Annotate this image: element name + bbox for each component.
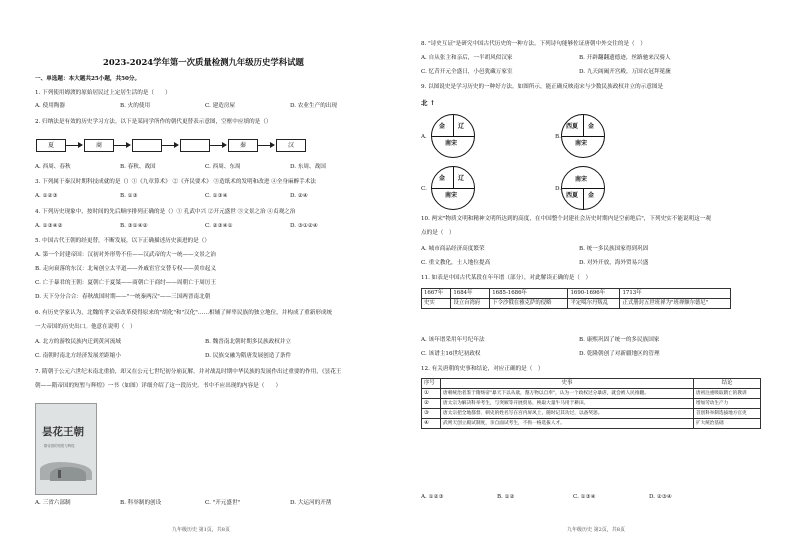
q5-option-a: A. 第一个封建帝国：汉初对外形势不佳——汉武帝的大一统——文景之治	[35, 252, 217, 258]
q11-chronology-table	[421, 288, 731, 309]
q12-stem: 12. 有关唐朝的史事和结论，对应正确的是（ ）	[421, 366, 544, 372]
q6-option-a: A. 北方的游牧民族内迁到黄河流域	[35, 339, 121, 345]
book-cover-title: 昙花王朝	[42, 426, 84, 438]
q11-option-d: D. 乾隆朝创了对新疆地区的管理	[579, 351, 660, 357]
map-option-a	[431, 114, 475, 158]
page-footer: 九年级历史 第1页，共8页	[172, 527, 230, 533]
q12-history-table	[421, 378, 761, 429]
flow-arrow-icon	[78, 142, 83, 148]
map-a-region: 金	[439, 123, 446, 130]
table-cell: 1690-1696年	[568, 289, 620, 299]
q1-option-a: A. 使用陶器	[35, 103, 65, 109]
table-header: 史事	[441, 379, 694, 389]
table-cell: ①	[422, 389, 441, 399]
q5-option-c: C. 亡于暴君的王朝：夏朝亡于夏桀——商朝亡于商纣——周朝亡于周厉王	[35, 280, 217, 286]
table-cell: ②	[422, 399, 441, 409]
q8-option-b: B. 开辟翻翻遗德迹，丝路驰来汉骑人	[579, 55, 671, 61]
q6-stem-2: 一大帝国的历史出口。他意在说明（ ）	[35, 324, 136, 330]
page-footer: 九年级历史 第2页，共8页	[567, 527, 625, 533]
q6-option-b: B. 魏晋南北朝时期多民族政权并立	[205, 339, 291, 345]
table-cell: 1685-1686年	[490, 289, 568, 299]
table-cell: ③	[422, 409, 441, 419]
map-b-region: 金	[588, 123, 595, 130]
q11-stem: 11. 如表是中国古代某段在年年谱（部分），对此解读正确的是（ ）	[421, 275, 592, 281]
q10-option-d: D. 对外开放，海外贸易兴盛	[579, 260, 649, 266]
book-cover-subtitle: 隋帝国的短暂与辉煌	[44, 444, 75, 448]
q7-option-a: A. 三省六部制	[35, 500, 71, 506]
q7-option-c: C. "开元盛世"	[205, 500, 241, 506]
q6-stem: 6. 有历史学家认为，北魏的孝文帝改革使得原来的"胡化"和"汉化"……相辅了鲜卑民族的独立地位，并构成了重新形成统	[35, 310, 333, 316]
table-header-row	[422, 379, 761, 389]
map-d-letter: D.	[555, 186, 562, 192]
table-cell: 扩大统治基础	[694, 419, 761, 429]
north-label: 北	[421, 99, 428, 107]
map-option-d	[561, 166, 605, 210]
flow-box-shang: 商	[84, 139, 114, 152]
q12-option-c: C. ①③④	[573, 494, 596, 500]
flow-box-han: 汉	[276, 139, 306, 152]
q12-option-d: D. ②③④	[649, 494, 672, 500]
table-cell: 1713年	[620, 289, 731, 299]
flow-box-qin: 秦	[228, 139, 258, 152]
map-a-letter: A.	[421, 134, 427, 140]
table-cell: 1667年	[422, 289, 451, 299]
q1-stem: 1. 下列使用姆渡的原始居民过上定居生活的是（ ）	[35, 90, 171, 96]
map-b-letter: B.	[555, 134, 561, 140]
q4-option-a: A. ①③④②	[35, 223, 63, 229]
flow-box-blank-2	[180, 139, 210, 152]
map-c-letter: C.	[421, 186, 427, 192]
table-cell: ④	[422, 419, 441, 429]
map-d-region: 南宋	[575, 176, 588, 183]
flow-box-blank-1	[132, 139, 162, 152]
q12-option-a: A. ①②③	[421, 494, 444, 500]
map-c-region: 辽	[458, 175, 465, 182]
q1-option-c: C. 建造房屋	[205, 103, 236, 109]
table-row	[422, 419, 761, 429]
q11-option-a: A. 该年谱采用年号纪年法	[421, 337, 485, 343]
q2-stem: 2. 归纳法是有效的历史学习方法。以下是某同学所作的朝代更替表示意图，空框中应填的是（）	[35, 119, 272, 125]
q4-option-c: C. ②③④①	[205, 223, 233, 229]
map-option-c	[431, 166, 475, 210]
table-row	[422, 409, 761, 419]
q11-option-c: C. 该谱主16世纪初政权	[421, 351, 481, 357]
q7-stem: 7. 隋朝于公元六世纪末南北重拾，却又在公元七世纪初分崩瓦解。并对战乱时期中华民族的发展作出过重要的作用，《昙花王	[35, 369, 342, 375]
q3-stem: 3. 下列属于秦汉时期科技成就的是（）①《九章算术》 ②《齐民要术》 ③造纸术的发明和改进 ④全身麻醉手术法	[35, 179, 316, 185]
map-c-region: 南宋	[445, 192, 458, 199]
map-a-region: 南宋	[445, 140, 458, 147]
table-header: 结论	[694, 379, 761, 389]
exam-title: 2023-2024学年第一次质量检测九年级历史学科试题	[103, 57, 304, 67]
q10-stem-2: 点的是（ ）	[421, 230, 455, 236]
q11-option-b: B. 康熙巩固了统一的多民族国家	[579, 337, 660, 343]
q4-option-d: D. ③①②④	[290, 223, 318, 229]
north-compass-icon: 北 ↑	[421, 99, 436, 107]
map-b-region: 西夏	[566, 123, 579, 130]
q3-option-a: A. ①②③	[35, 193, 58, 199]
q2-option-b: B. 春秋、战国	[120, 164, 156, 170]
map-d-region: 西夏	[566, 192, 579, 199]
map-a-region: 辽	[458, 123, 465, 130]
flow-arrow-icon	[174, 142, 179, 148]
dynasty-flow-diagram	[36, 138, 381, 154]
q6-option-d: D. 民族交融为隋唐发展创造了条件	[205, 353, 292, 359]
q7-option-d: D. 大运河的开凿	[290, 500, 332, 506]
table-cell: 下令沙俄在雅克萨的侵略	[490, 299, 568, 309]
q2-option-a: A. 西周、春秋	[35, 164, 71, 170]
q6-option-c: C. 南朝时南北方经济发展差距缩小	[35, 353, 121, 359]
q12-option-b: B. ①②	[497, 494, 515, 500]
table-cell: 1684年	[451, 289, 490, 299]
flow-arrow-icon	[126, 142, 131, 148]
table-cell: 增加劳动生产力	[694, 399, 761, 409]
table-cell: 唐初注重吸取隋亡的教训	[694, 389, 761, 399]
q5-stem: 5. 中国古代王朝的经更替，不断发展，以下正确描述历史演进的是（）	[35, 238, 210, 244]
q2-option-c: C. 西周、东周	[205, 164, 241, 170]
q4-option-b: B. ③①④②	[120, 223, 148, 229]
table-cell: 武则天创立殿试制度，亲自面试考生，不拘一格选拔人才。	[441, 419, 694, 429]
flow-box-xia: 夏	[36, 139, 66, 152]
q2-option-d: D. 东周、战国	[290, 164, 326, 170]
table-header: 序号	[422, 379, 441, 389]
exam-page-2	[397, 0, 794, 558]
table-row	[422, 299, 731, 309]
table-row	[422, 389, 761, 399]
q8-stem: 8. "诗史互证"是研究中国古代历史的一种方法。下列诗句能够佐证唐朝中外交往的是（ ）	[421, 41, 646, 47]
map-d-region: 金	[588, 192, 595, 199]
table-row	[422, 289, 731, 299]
table-cell: 正式册封五世班禅为"班禅额尔德尼"	[620, 299, 731, 309]
q3-option-b: B. ①③	[120, 193, 138, 199]
q1-option-d: D. 农业生产的出现	[290, 103, 337, 109]
q4-stem: 4. 下列历史现象中，按时间的先后顺序排列正确的是（）① 孔武中兴 ②开元盛世 ③文景之治 ④贞观之治	[35, 209, 296, 215]
q10-option-a: A. 城市商品经济高度繁荣	[421, 246, 485, 252]
table-cell: 唐太宗为解决科举考生，与突厥等开展贸易，换取大量牛马用于耕田。	[441, 399, 694, 409]
map-b-region: 南宋	[575, 140, 588, 147]
flow-arrow-icon	[222, 142, 227, 148]
q5-option-d: D. 天下分分合合：春秋战国时期——"一统秦两汉"——三国两晋南北朝	[35, 294, 211, 300]
q7-option-b: B. 科举制的创设	[120, 500, 162, 506]
q5-option-b: B. 走向衰落的东汉：北匈创立太平道——外戚宦官交替专权——黄巾起义	[35, 266, 217, 272]
q10-option-c: C. 重文教化，士人地位提高	[421, 260, 491, 266]
table-cell: 设立台湾府	[451, 299, 490, 309]
table-cell: 史实	[422, 299, 451, 309]
q8-option-a: A. 自从张主和亲后，一半胡风似汉家	[421, 55, 513, 61]
table-cell: 首创科举制选拔地方官吏	[694, 409, 761, 419]
q10-option-b: B. 统一多民族国家得到巩固	[579, 246, 649, 252]
q9-stem: 9. 以图说史是学习历史的一种好方法。如图所示，能正确反映南宋与少数民族政权并立的示意图是	[421, 84, 664, 90]
book-cover-image	[35, 403, 97, 495]
q3-option-d: D. ②④	[290, 193, 308, 199]
table-cell: 唐朝统治者鉴于隋炀帝"暴天下以从欲，罄万物以自奉"，认为一个政权过分暴虐，就会被人民推翻。	[441, 389, 694, 399]
q8-option-c: C. 忆昔开元全盛日，小邑犹藏万家室	[421, 69, 513, 75]
flow-arrow-icon	[270, 142, 275, 148]
table-row	[422, 399, 761, 409]
q1-option-b: B. 火的使用	[120, 103, 151, 109]
section-header: 一、单选题：本大题共25小题，共50分。	[35, 76, 141, 82]
table-cell: 平定噶尔丹叛乱	[568, 299, 620, 309]
q8-option-d: D. 九天阊阖开宫殿，万国衣冠拜冕旒	[579, 69, 671, 75]
q3-option-c: C. ①③④	[205, 193, 228, 199]
q7-stem-2: 朝——隋帝国的短暂与辉煌》一书（如图）详细介绍了这一段历史。书中不应出现的内容是（ ）	[35, 383, 282, 389]
map-option-b	[561, 114, 605, 158]
map-c-region: 金	[439, 175, 446, 182]
q10-stem: 10. 两宋"物质文明和精神文明所达到的高度，在中国整个封建社会历史时期内是空前绝后"，下列史实不能说明这一观	[421, 216, 711, 222]
table-cell: 唐太宗把全地都督、刺史的姓名写在宫内屏风上，随时记其功过，以备奖惩。	[441, 409, 694, 419]
